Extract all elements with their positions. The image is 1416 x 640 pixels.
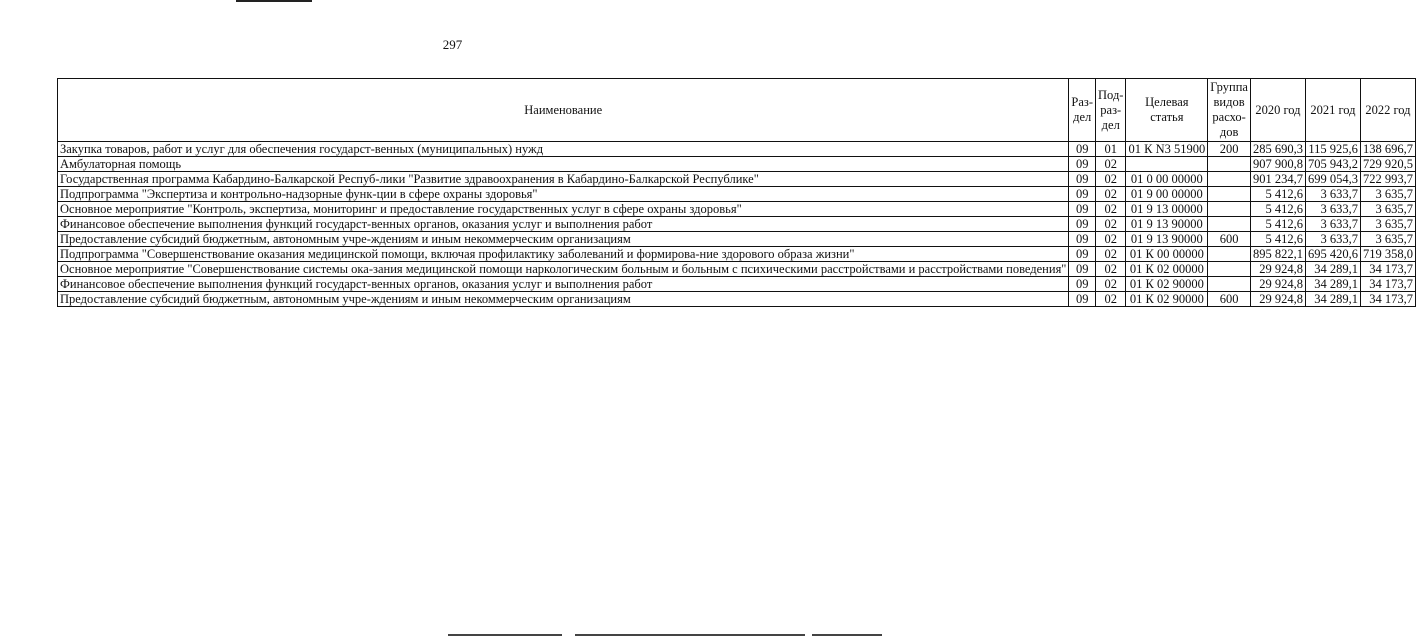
header-section: Раз-дел: [1069, 79, 1096, 142]
row-section: 09: [1069, 142, 1096, 157]
row-amount-2020: 907 900,8: [1250, 157, 1305, 172]
row-section: 09: [1069, 202, 1096, 217]
row-name: Финансовое обеспечение выполнения функций государст-венных органов, оказания услуг и выполнения работ: [58, 217, 1069, 232]
table-row: [58, 277, 1416, 292]
row-amount-2021: 115 925,6: [1305, 142, 1360, 157]
row-subsection: 02: [1096, 187, 1126, 202]
row-amount-2022: 722 993,7: [1360, 172, 1415, 187]
row-amount-2020: 285 690,3: [1250, 142, 1305, 157]
row-name: Основное мероприятие "Совершенствование системы ока-зания медицинской помощи наркологическим больным и больным с психическими расстройствами и расстройствами поведения": [58, 262, 1069, 277]
header-2022: 2022 год: [1360, 79, 1415, 142]
row-amount-2020: 29 924,8: [1250, 292, 1305, 307]
footer-rule: [575, 634, 805, 636]
table-row: [58, 187, 1416, 202]
row-amount-2020: 29 924,8: [1250, 277, 1305, 292]
top-rule-mark: [236, 0, 312, 2]
table-row: [58, 232, 1416, 247]
row-subsection: 02: [1096, 277, 1126, 292]
header-2020: 2020 год: [1250, 79, 1305, 142]
row-amount-2021: 34 289,1: [1305, 292, 1360, 307]
row-amount-2022: 3 635,7: [1360, 232, 1415, 247]
row-name: Предоставление субсидий бюджетным, автономным учре-ждениям и иным некоммерческим организациям: [58, 232, 1069, 247]
header-2021: 2021 год: [1305, 79, 1360, 142]
row-expense-group: 200: [1208, 142, 1251, 157]
row-section: 09: [1069, 217, 1096, 232]
row-target-item: 01 9 13 00000: [1126, 202, 1208, 217]
row-name: Закупка товаров, работ и услуг для обеспечения государст-венных (муниципальных) нужд: [58, 142, 1069, 157]
row-target-item: 01 9 00 00000: [1126, 187, 1208, 202]
row-amount-2021: 699 054,3: [1305, 172, 1360, 187]
row-name: Предоставление субсидий бюджетным, автономным учре-ждениям и иным некоммерческим организациям: [58, 292, 1069, 307]
row-amount-2020: 5 412,6: [1250, 232, 1305, 247]
table-header-row: [58, 79, 1416, 142]
row-amount-2022: 138 696,7: [1360, 142, 1415, 157]
row-amount-2022: 3 635,7: [1360, 217, 1415, 232]
table-row: [58, 202, 1416, 217]
row-amount-2022: 34 173,7: [1360, 262, 1415, 277]
row-subsection: 01: [1096, 142, 1126, 157]
row-subsection: 02: [1096, 202, 1126, 217]
row-section: 09: [1069, 277, 1096, 292]
row-target-item: 01 9 13 90000: [1126, 217, 1208, 232]
row-amount-2022: 729 920,5: [1360, 157, 1415, 172]
table-row: [58, 292, 1416, 307]
row-section: 09: [1069, 187, 1096, 202]
row-amount-2022: 34 173,7: [1360, 277, 1415, 292]
row-amount-2020: 5 412,6: [1250, 217, 1305, 232]
budget-table: [57, 78, 1416, 307]
page-number: 297: [442, 37, 463, 52]
row-expense-group: [1208, 217, 1251, 232]
row-expense-group: 600: [1208, 292, 1251, 307]
row-name: Государственная программа Кабардино-Балкарской Респуб-лики "Развитие здравоохранения в Кабардино-Балкарской Республике": [58, 172, 1069, 187]
row-target-item: 01 К 02 90000: [1126, 277, 1208, 292]
row-amount-2021: 3 633,7: [1305, 202, 1360, 217]
table-row: [58, 217, 1416, 232]
row-name: Подпрограмма "Экспертиза и контрольно-надзорные функ-ции в сфере охраны здоровья": [58, 187, 1069, 202]
row-subsection: 02: [1096, 262, 1126, 277]
row-expense-group: [1208, 172, 1251, 187]
header-expense-group: Группа видов расхо-дов: [1208, 79, 1251, 142]
row-subsection: 02: [1096, 172, 1126, 187]
row-name: Подпрограмма "Совершенствование оказания медицинской помощи, включая профилактику заболеваний и формирова-ние здорового образа жизни": [58, 247, 1069, 262]
table-row: [58, 262, 1416, 277]
row-subsection: 02: [1096, 232, 1126, 247]
row-amount-2021: 695 420,6: [1305, 247, 1360, 262]
row-section: 09: [1069, 262, 1096, 277]
row-section: 09: [1069, 172, 1096, 187]
row-amount-2020: 5 412,6: [1250, 187, 1305, 202]
table-body: [58, 142, 1416, 307]
row-target-item: 01 К N3 51900: [1126, 142, 1208, 157]
row-subsection: 02: [1096, 157, 1126, 172]
row-name: Амбулаторная помощь: [58, 157, 1069, 172]
row-amount-2020: 29 924,8: [1250, 262, 1305, 277]
row-section: 09: [1069, 157, 1096, 172]
row-target-item: 01 К 02 90000: [1126, 292, 1208, 307]
row-section: 09: [1069, 292, 1096, 307]
row-target-item: 01 0 00 00000: [1126, 172, 1208, 187]
table-row: [58, 157, 1416, 172]
row-section: 09: [1069, 232, 1096, 247]
row-target-item: 01 К 00 00000: [1126, 247, 1208, 262]
row-expense-group: [1208, 202, 1251, 217]
row-expense-group: 600: [1208, 232, 1251, 247]
row-amount-2022: 3 635,7: [1360, 202, 1415, 217]
row-name: Основное мероприятие "Контроль, экспертиза, мониторинг и предоставление государственных услуг в сфере охраны здоровья": [58, 202, 1069, 217]
row-expense-group: [1208, 277, 1251, 292]
row-target-item: [1126, 157, 1208, 172]
table-row: [58, 247, 1416, 262]
row-subsection: 02: [1096, 247, 1126, 262]
row-amount-2022: 3 635,7: [1360, 187, 1415, 202]
header-name: Наименование: [58, 79, 1069, 142]
table-row: [58, 142, 1416, 157]
header-target-item: Целевая статья: [1126, 79, 1208, 142]
row-expense-group: [1208, 262, 1251, 277]
row-target-item: 01 К 02 00000: [1126, 262, 1208, 277]
row-amount-2021: 705 943,2: [1305, 157, 1360, 172]
row-amount-2022: 34 173,7: [1360, 292, 1415, 307]
row-amount-2021: 3 633,7: [1305, 232, 1360, 247]
row-amount-2021: 34 289,1: [1305, 277, 1360, 292]
row-amount-2021: 34 289,1: [1305, 262, 1360, 277]
row-target-item: 01 9 13 90000: [1126, 232, 1208, 247]
row-name: Финансовое обеспечение выполнения функций государст-венных органов, оказания услуг и выполнения работ: [58, 277, 1069, 292]
row-amount-2020: 901 234,7: [1250, 172, 1305, 187]
row-amount-2020: 895 822,1: [1250, 247, 1305, 262]
row-subsection: 02: [1096, 292, 1126, 307]
row-expense-group: [1208, 157, 1251, 172]
footer-rule: [812, 634, 882, 636]
header-subsection: Под-раз-дел: [1096, 79, 1126, 142]
row-subsection: 02: [1096, 217, 1126, 232]
table-row: [58, 172, 1416, 187]
row-expense-group: [1208, 247, 1251, 262]
row-section: 09: [1069, 247, 1096, 262]
row-amount-2021: 3 633,7: [1305, 187, 1360, 202]
row-amount-2020: 5 412,6: [1250, 202, 1305, 217]
row-expense-group: [1208, 187, 1251, 202]
row-amount-2022: 719 358,0: [1360, 247, 1415, 262]
footer-rule: [448, 634, 562, 636]
row-amount-2021: 3 633,7: [1305, 217, 1360, 232]
